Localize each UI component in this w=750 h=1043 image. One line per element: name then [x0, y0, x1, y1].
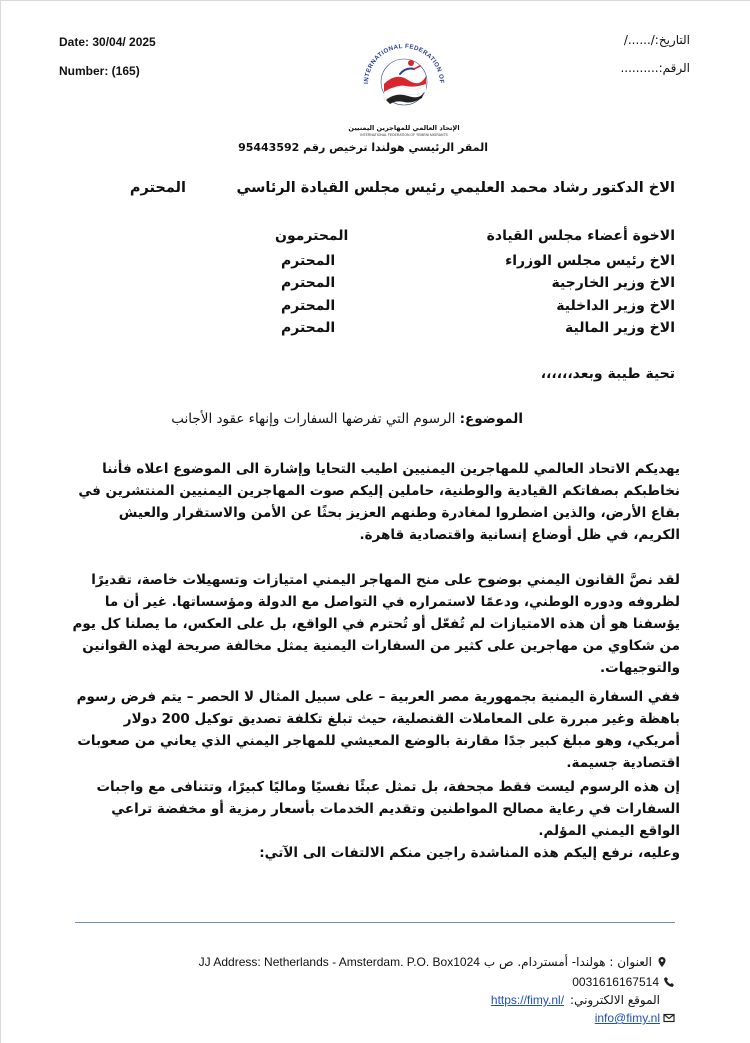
logo-name-ar: الإتحاد العالمي للمهاجرين اليمنيين	[348, 124, 460, 132]
subject-text: الرسوم التي تفرضها السفارات وإنهاء عقود الأجانب	[171, 411, 460, 427]
website-link[interactable]: https://fimy.nl/	[490, 993, 565, 1007]
addressee-row	[275, 253, 675, 277]
addressee-name: الاخ وزير الخارجية	[551, 275, 675, 291]
addressee-name: الاخ وزير الداخلية	[556, 298, 675, 314]
reference-ar: الرقم:..........	[620, 61, 690, 75]
address-ar: العنوان : هولندا- أمستردام. ص ب	[483, 955, 652, 969]
addressee-honorific: المحترمون	[275, 228, 349, 244]
headquarters-line: المقر الرئيسي هولندا ترخيص رقم 95443592	[238, 141, 488, 154]
federation-logo	[348, 22, 460, 138]
logo-graphic	[348, 22, 460, 138]
page-border-left	[0, 0, 1, 1043]
addressee-name: الاخ رئيس مجلس الوزراء	[505, 253, 675, 269]
addressee-honorific: المحترم	[281, 320, 336, 336]
addressee-row	[275, 298, 675, 322]
addressee-honorific: المحترم	[281, 253, 336, 269]
phone-number: 0031616167514	[572, 975, 659, 989]
main-addressee: الاخ الدكتور رشاد محمد العليمي رئيس مجلس القيادة الرئاسي المحترم	[129, 180, 675, 196]
email-link[interactable]: info@fimy.nl	[594, 1011, 660, 1025]
date-ar: التاريخ:/....../	[623, 33, 690, 47]
closing-paragraph: إن هذه الرسوم ليست فقط مجحفة، بل تمثل عبئًا نفسيًا وماليًا كبيرًا، وتتنافى مع واجبات السفارات في رعاية مصالح المواطنين وتقديم الخدمات بأسعار رمزية أو مخفضة تراعي الواقع اليمني المؤلم.	[96, 779, 680, 839]
svg-text:INTERNATIONAL FEDERATION OF YE	[348, 22, 445, 84]
greeting: تحية طيبة وبعد،،،،،،	[540, 366, 675, 382]
addressee-name: الاخوة أعضاء مجلس القيادة	[486, 228, 675, 244]
request-line: وعليه، نرفع إليكم هذه المناشدة راجين منكم الالتفات الى الآتي:	[259, 845, 680, 861]
logo-name-en: INTERNATIONAL FEDERATION OF YEMENI MIGRANTS	[360, 133, 448, 137]
phone-icon	[663, 976, 675, 988]
addressee-row	[275, 228, 675, 252]
addressee-honorific: المحترم	[281, 275, 336, 291]
footer-divider	[75, 922, 675, 923]
addressee-name: الاخ وزير المالية	[565, 320, 675, 336]
subject-line	[171, 411, 523, 427]
body-paragraph: ففي السفارة اليمنية بجمهورية مصر العربية – على سبيل المثال لا الحصر – يتم فرض رسوم باهظة وغير مبررة على المعاملات القنصلية، حيث تبلغ تكلفة تصديق توكيل 200 دولار أمريكي، وهو مبلغ كبير جدًا مقارنة بالوضع المعيشي للمهاجر اليمني الذي يعاني من صعوبات اقتصادية جسيمة.	[76, 689, 680, 771]
date-en: Date: 30/04/ 2025	[59, 35, 156, 49]
location-pin-icon	[656, 956, 668, 968]
footer-email	[595, 1011, 675, 1025]
footer-phone	[572, 975, 675, 989]
addressee-honorific: المحترم	[281, 298, 336, 314]
logo-ring-text: INTERNATIONAL FEDERATION OF	[362, 42, 446, 85]
subject-label: الموضوع:	[459, 411, 523, 427]
body-paragraph	[70, 776, 680, 864]
body-paragraph: لقد نصَّ القانون اليمني بوضوح على منح المهاجر اليمني امتيازات وتسهيلات خاصة، تقديرًا لظروفه ودوره الوطني، ودعمًا لاستمراره في التواصل مع الدولة ومؤسساتها. غير أن ما يؤسفنا هو أن هذه الامتيازات لم تُفعّل أو تُحترم في الواقع، بل على العكس، ما يصلنا كل يوم من شكاوي من مهاجرين على كثير من السفارات اليمنية يمثل مخالفة صريحة لهذه القوانين والتوجيهات.	[72, 572, 680, 676]
footer-website	[491, 993, 660, 1007]
email-icon	[663, 1012, 675, 1024]
body-paragraph: يهديكم الاتحاد العالمي للمهاجرين اليمنيين اطيب التحايا وإشارة الى الموضوع اعلاه فأننا نخاطبكم بصفاتكم القيادية والوطنية، حاملين إليكم صوت المهاجرين اليمنيين المنتشرين في بقاع الأرض، والذين اضطروا لمغادرة وطنهم العزيز بحثًا عن الأمن والاستقرار والعيش الكريم، في ظل أوضاع إنسانية واقتصادية قاهرة.	[78, 461, 680, 543]
addressee-row	[275, 275, 675, 299]
number-en: Number: (165)	[59, 64, 140, 78]
website-label: الموقع الالكتروني:	[570, 993, 660, 1007]
address-en: JJ Address: Netherlands - Amsterdam. P.O. Box1024	[198, 955, 480, 969]
footer-address	[199, 955, 668, 969]
addressee-row	[275, 320, 675, 344]
page-border-top	[0, 0, 750, 1]
